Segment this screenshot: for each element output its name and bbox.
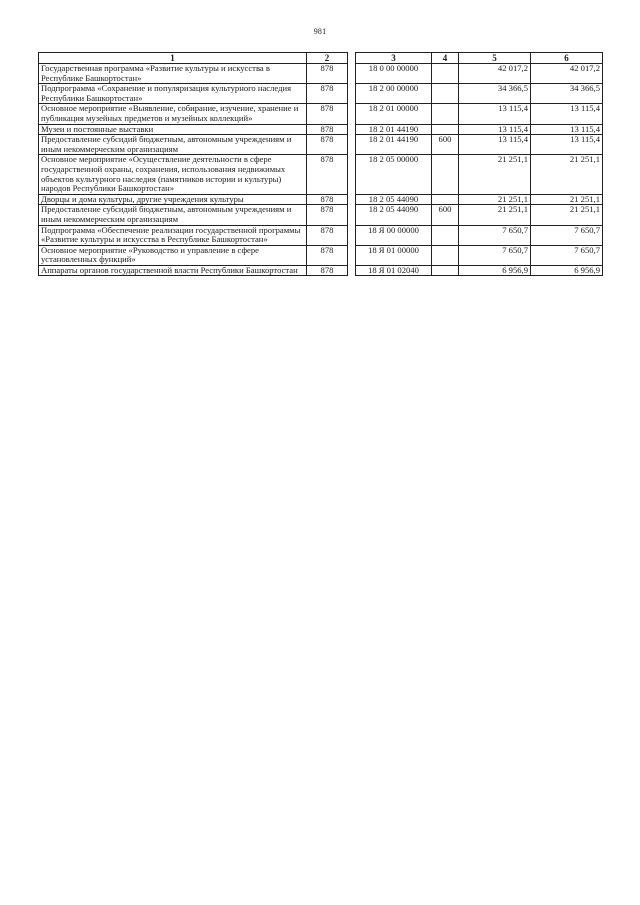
row-amount-cell-5: 42 017,2: [459, 64, 531, 84]
row-code-cell: 878: [307, 225, 348, 245]
row-code-cell: 878: [307, 155, 348, 194]
row-target-article-cell: 18 2 01 00000: [356, 104, 432, 124]
header-col-4: 4: [432, 53, 459, 64]
row-amount-cell-6: 7 650,7: [531, 245, 603, 265]
table-row: [39, 245, 603, 265]
row-amount-cell-6: 13 115,4: [531, 135, 603, 155]
table-row: [39, 225, 603, 245]
row-name-cell: Основное мероприятие «Руководство и управление в сфере установленных функций»: [39, 245, 307, 265]
row-expense-type-cell: [432, 155, 459, 194]
row-amount-cell-5: 6 956,9: [459, 265, 531, 276]
row-code-cell: 878: [307, 124, 348, 135]
budget-table: [38, 52, 603, 276]
row-name-cell: Аппараты органов государственной власти Республики Башкортостан: [39, 265, 307, 276]
column-gap: [348, 245, 356, 265]
row-target-article-cell: 18 2 01 44190: [356, 135, 432, 155]
column-gap: [348, 225, 356, 245]
row-amount-cell-5: 7 650,7: [459, 245, 531, 265]
row-expense-type-cell: 600: [432, 135, 459, 155]
row-code-cell: 878: [307, 64, 348, 84]
row-target-article-cell: 18 2 01 44190: [356, 124, 432, 135]
row-expense-type-cell: [432, 245, 459, 265]
header-col-6: 6: [531, 53, 603, 64]
table-row: [39, 124, 603, 135]
row-code-cell: 878: [307, 245, 348, 265]
row-name-cell: Подпрограмма «Сохранение и популяризация культурного наследия Республики Башкортостан»: [39, 84, 307, 104]
row-amount-cell-5: 13 115,4: [459, 104, 531, 124]
row-amount-cell-6: 13 115,4: [531, 104, 603, 124]
table-row: [39, 194, 603, 205]
row-expense-type-cell: [432, 64, 459, 84]
column-gap: [348, 124, 356, 135]
row-name-cell: Предоставление субсидий бюджетным, автономным учреждениям и иным некоммерческим организациям: [39, 135, 307, 155]
row-target-article-cell: 18 2 05 44090: [356, 205, 432, 225]
column-gap: [348, 194, 356, 205]
table-row: [39, 84, 603, 104]
row-code-cell: 878: [307, 194, 348, 205]
row-expense-type-cell: [432, 124, 459, 135]
row-amount-cell-6: 7 650,7: [531, 225, 603, 245]
row-expense-type-cell: 600: [432, 205, 459, 225]
header-col-3: 3: [356, 53, 432, 64]
row-code-cell: 878: [307, 205, 348, 225]
table-row: [39, 265, 603, 276]
row-expense-type-cell: [432, 225, 459, 245]
table-header-row: [39, 53, 603, 64]
column-gap: [348, 84, 356, 104]
header-col-1: 1: [39, 53, 307, 64]
page-number: 981: [313, 27, 327, 36]
row-expense-type-cell: [432, 265, 459, 276]
row-amount-cell-6: 21 251,1: [531, 155, 603, 194]
table-row: [39, 104, 603, 124]
header-col-2: 2: [307, 53, 348, 64]
row-expense-type-cell: [432, 104, 459, 124]
row-amount-cell-5: 7 650,7: [459, 225, 531, 245]
header-col-5: 5: [459, 53, 531, 64]
row-amount-cell-5: 21 251,1: [459, 194, 531, 205]
row-name-cell: Подпрограмма «Обеспечение реализации государственной программы «Развитие культуры и искусства в Республике Башкортостан»: [39, 225, 307, 245]
row-expense-type-cell: [432, 194, 459, 205]
row-target-article-cell: 18 2 05 44090: [356, 194, 432, 205]
table-row: [39, 135, 603, 155]
column-gap: [348, 155, 356, 194]
row-target-article-cell: 18 Я 00 00000: [356, 225, 432, 245]
table-row: [39, 155, 603, 194]
row-name-cell: Музеи и постоянные выставки: [39, 124, 307, 135]
row-amount-cell-6: 6 956,9: [531, 265, 603, 276]
row-amount-cell-5: 34 366,5: [459, 84, 531, 104]
row-target-article-cell: 18 0 00 00000: [356, 64, 432, 84]
row-amount-cell-6: 13 115,4: [531, 124, 603, 135]
row-amount-cell-6: 34 366,5: [531, 84, 603, 104]
row-amount-cell-5: 21 251,1: [459, 155, 531, 194]
row-name-cell: Основное мероприятие «Осуществление деятельности в сфере государственной охраны, сохранения, использования недвижимых объектов культурного наследия (памятников истории и культуры) народов Республики Башкортостан»: [39, 155, 307, 194]
row-target-article-cell: 18 2 00 00000: [356, 84, 432, 104]
row-amount-cell-6: 21 251,1: [531, 194, 603, 205]
column-gap: [348, 135, 356, 155]
row-code-cell: 878: [307, 104, 348, 124]
row-target-article-cell: 18 2 05 00000: [356, 155, 432, 194]
column-gap: [348, 104, 356, 124]
row-target-article-cell: 18 Я 01 02040: [356, 265, 432, 276]
column-gap: [348, 64, 356, 84]
row-amount-cell-5: 13 115,4: [459, 124, 531, 135]
row-amount-cell-5: 13 115,4: [459, 135, 531, 155]
table-row: [39, 64, 603, 84]
table-body: [39, 64, 603, 276]
row-amount-cell-5: 21 251,1: [459, 205, 531, 225]
row-amount-cell-6: 42 017,2: [531, 64, 603, 84]
row-name-cell: Государственная программа «Развитие культуры и искусства в Республике Башкортостан»: [39, 64, 307, 84]
row-target-article-cell: 18 Я 01 00000: [356, 245, 432, 265]
row-name-cell: Основное мероприятие «Выявление, собирание, изучение, хранение и публикация музейных предметов и музейных коллекций»: [39, 104, 307, 124]
table-row: [39, 205, 603, 225]
row-amount-cell-6: 21 251,1: [531, 205, 603, 225]
row-name-cell: Дворцы и дома культуры, другие учреждения культуры: [39, 194, 307, 205]
row-name-cell: Предоставление субсидий бюджетным, автономным учреждениям и иным некоммерческим организациям: [39, 205, 307, 225]
column-gap: [348, 53, 356, 64]
column-gap: [348, 265, 356, 276]
row-code-cell: 878: [307, 135, 348, 155]
row-code-cell: 878: [307, 265, 348, 276]
row-expense-type-cell: [432, 84, 459, 104]
column-gap: [348, 205, 356, 225]
row-code-cell: 878: [307, 84, 348, 104]
